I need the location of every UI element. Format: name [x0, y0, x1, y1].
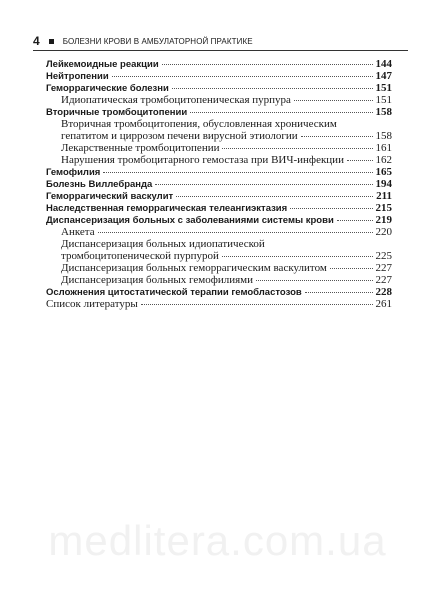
bullet-icon: [49, 39, 54, 44]
toc-subentry[interactable]: гепатитом и циррозом печени вирусной этиологии 158: [61, 130, 392, 142]
toc-subentry[interactable]: Идиопатическая тромбоцитопеническая пурпура 151: [61, 94, 392, 106]
toc-subentry[interactable]: Лекарственные тромбоцитопении 161: [61, 142, 392, 154]
toc-entry[interactable]: Гемофилия 165: [46, 166, 392, 178]
watermark: medlitera.com.ua: [48, 517, 387, 564]
toc-subentry[interactable]: Анкета 220: [61, 226, 392, 238]
toc-subentry[interactable]: Диспансеризация больных геморрагическим васкулитом 227: [61, 262, 392, 274]
running-title: БОЛЕЗНИ КРОВИ В АМБУЛАТОРНОЙ ПРАКТИКЕ: [62, 36, 253, 46]
running-header: [33, 33, 408, 49]
toc-entry[interactable]: Лейкемоидные реакции 144: [46, 58, 392, 70]
toc-subentry[interactable]: Нарушения тромбоцитарного гемостаза при ВИЧ-инфекции 162: [61, 154, 392, 166]
toc-subentry-line1: Диспансеризация больных идиопатической: [61, 238, 265, 250]
page-number: 4: [33, 34, 40, 48]
header-rule: [33, 50, 408, 51]
toc-entry[interactable]: Геморрагический васкулит 211: [46, 190, 392, 202]
toc-subentry[interactable]: Диспансеризация больных гемофилиями 227: [61, 274, 392, 286]
toc-entry[interactable]: Болезнь Виллебранда 194: [46, 178, 392, 190]
toc-entry[interactable]: Наследственная геморрагическая телеангиэктазия 215: [46, 202, 392, 214]
toc-subentry[interactable]: тромбоцитопенической пурпурой 225: [61, 250, 392, 262]
toc-subentry-line1: Вторичная тромбоцитопения, обусловленная хроническим: [61, 118, 337, 130]
toc-entry[interactable]: Геморрагические болезни 151: [46, 82, 392, 94]
toc-entry[interactable]: Нейтропении 147: [46, 70, 392, 82]
table-of-contents: [46, 58, 392, 310]
toc-entry[interactable]: Диспансеризация больных с заболеваниями системы крови 219: [46, 214, 392, 226]
toc-entry[interactable]: Список литературы 261: [46, 298, 392, 310]
toc-entry[interactable]: Осложнения цитостатической терапии гемобластозов 228: [46, 286, 392, 298]
toc-entry[interactable]: Вторичные тромбоцитопении 158: [46, 106, 392, 118]
